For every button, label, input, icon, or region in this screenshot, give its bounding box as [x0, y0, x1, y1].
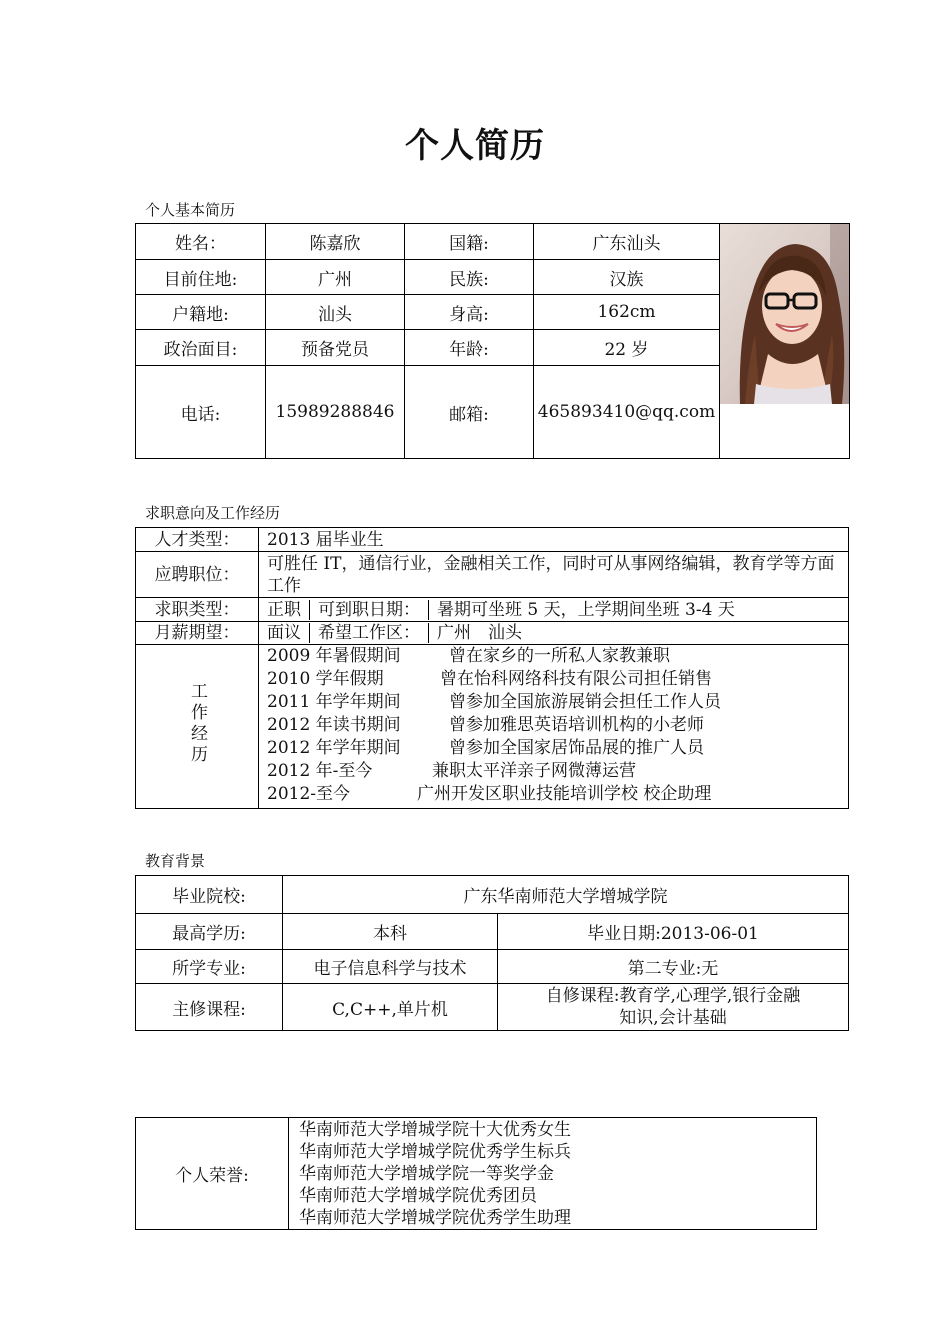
- photo-cell: [720, 224, 850, 459]
- page-title: 个人简历: [405, 126, 545, 166]
- experience-period: 2012 年学年期间: [267, 738, 401, 758]
- job-type-label: 求职类型：: [136, 598, 259, 622]
- height-label: 身高:: [405, 295, 534, 330]
- job-table: [135, 527, 849, 809]
- experience-item: [267, 760, 848, 783]
- start-date-label: 可到职日期：: [310, 600, 429, 620]
- height-value: 162cm: [534, 295, 720, 330]
- name-value: 陈嘉欣: [266, 224, 405, 260]
- job-section-title: 求职意向及工作经历: [145, 504, 281, 522]
- name-label: 姓名：: [136, 224, 266, 260]
- experience-period: 2012 年-至今: [267, 761, 373, 781]
- political-value: 预备党员: [266, 330, 405, 366]
- hukou-value: 汕头: [266, 295, 405, 330]
- residence-value: 广州: [266, 260, 405, 295]
- talent-type-value: 2013 届毕业生: [259, 528, 849, 552]
- area-label: 希望工作区：: [310, 623, 429, 643]
- second-major: 第二专业:无: [498, 950, 849, 984]
- email-label: 邮箱:: [405, 366, 534, 459]
- honors-list: [289, 1118, 817, 1230]
- degree-value: 本科: [283, 914, 498, 950]
- experience-period: 2011 年学年期间: [267, 692, 401, 712]
- job-type-value: 正职: [259, 600, 310, 620]
- experience-desc: 曾参加全国旅游展销会担任工作人员: [449, 692, 721, 712]
- experience-item: [267, 668, 848, 691]
- honor-item: 华南师范大学增城学院优秀团员: [299, 1186, 537, 1206]
- grad-date: 毕业日期:2013-06-01: [498, 914, 849, 950]
- education-section-title: 教育背景: [145, 852, 206, 870]
- salary-label: 月薪期望：: [136, 622, 259, 645]
- age-label: 年龄:: [405, 330, 534, 366]
- degree-label: 最高学历:: [136, 914, 283, 950]
- experience-item: [267, 645, 848, 668]
- experience-list: [259, 645, 849, 809]
- experience-desc: 曾参加雅思英语培训机构的小老师: [449, 715, 704, 735]
- experience-desc: 曾在怡科网络科技有限公司担任销售: [440, 669, 712, 689]
- phone-label: 电话:: [136, 366, 266, 459]
- nationality-value: 广东汕头: [534, 224, 720, 260]
- salary-value: 面议: [259, 623, 310, 643]
- school-value: 广东华南师范大学增城学院: [283, 876, 849, 914]
- experience-desc: 广州开发区职业技能培训学校 校企助理: [417, 784, 712, 804]
- portrait-photo-icon: [720, 224, 850, 404]
- self-courses-line1: 自修课程:教育学,心理学,银行金融: [545, 986, 801, 1006]
- experience-period: 2010 学年假期: [267, 669, 384, 689]
- honor-item: 华南师范大学增城学院十大优秀女生: [299, 1120, 571, 1140]
- experience-desc: 曾参加全国家居饰品展的推广人员: [449, 738, 704, 758]
- honors-label: 个人荣誉:: [136, 1118, 289, 1230]
- experience-desc: 曾在家乡的一所私人家教兼职: [449, 646, 670, 666]
- area-value: 广州 汕头: [437, 623, 522, 643]
- self-courses-line2: 知识,会计基础: [619, 1008, 727, 1028]
- experience-item: [267, 691, 848, 714]
- nationality-label: 国籍:: [405, 224, 534, 260]
- residence-label: 目前住地:: [136, 260, 266, 295]
- honor-item: 华南师范大学增城学院优秀学生助理: [299, 1208, 571, 1228]
- experience-item: [267, 737, 848, 760]
- courses-value: C,C++,单片机: [283, 984, 498, 1031]
- self-courses: [498, 984, 849, 1031]
- email-value: 465893410@qq.com: [534, 366, 720, 459]
- basic-info-table: [135, 223, 850, 459]
- honor-item: 华南师范大学增城学院优秀学生标兵: [299, 1142, 571, 1162]
- hukou-label: 户籍地:: [136, 295, 266, 330]
- honors-table: [135, 1117, 817, 1230]
- honor-item: 华南师范大学增城学院一等奖学金: [299, 1164, 554, 1184]
- experience-item: [267, 783, 848, 806]
- basic-section-title: 个人基本简历: [145, 201, 236, 219]
- experience-label: 工作经历: [187, 682, 207, 766]
- major-label: 所学专业:: [136, 950, 283, 984]
- political-label: 政治面目:: [136, 330, 266, 366]
- education-table: [135, 875, 849, 1031]
- start-date-value: 暑期可坐班 5 天，上学期间坐班 3-4 天: [437, 599, 735, 620]
- experience-desc: 兼职太平洋亲子网微薄运营: [432, 761, 636, 781]
- major-value: 电子信息科学与技术: [283, 950, 498, 984]
- experience-period: 2009 年暑假期间: [267, 646, 401, 666]
- ethnicity-value: 汉族: [534, 260, 720, 295]
- experience-item: [267, 714, 848, 737]
- position-value: 可胜任 IT，通信行业，金融相关工作，同时可从事网络编辑，教育学等方面工作: [259, 552, 849, 598]
- age-value: 22 岁: [534, 330, 720, 366]
- position-label: 应聘职位：: [136, 552, 259, 598]
- school-label: 毕业院校:: [136, 876, 283, 914]
- experience-period: 2012 年读书期间: [267, 715, 401, 735]
- courses-label: 主修课程:: [136, 984, 283, 1031]
- phone-value: 15989288846: [266, 366, 405, 459]
- experience-period: 2012-至今: [267, 784, 351, 804]
- ethnicity-label: 民族:: [405, 260, 534, 295]
- talent-type-label: 人才类型：: [136, 528, 259, 552]
